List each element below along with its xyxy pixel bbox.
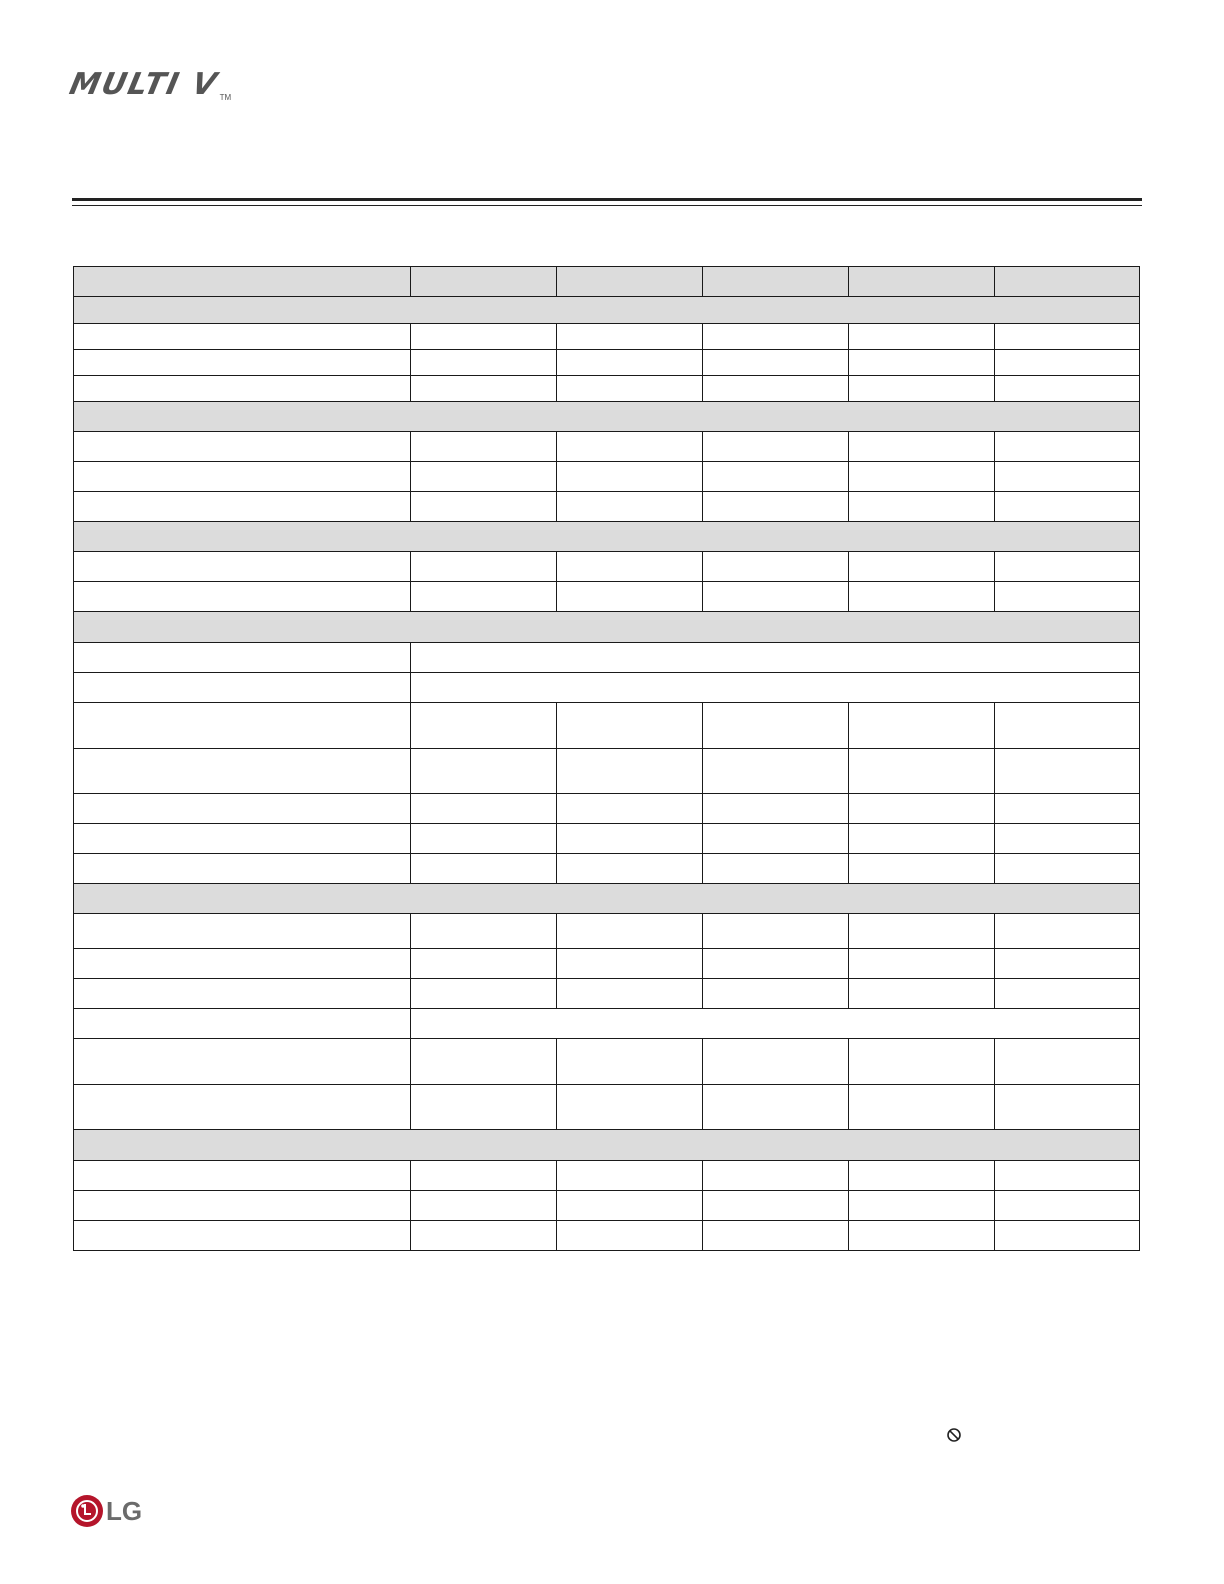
table-row-merged — [74, 1009, 1140, 1039]
table-row — [74, 492, 1140, 522]
header-rule-thin — [72, 205, 1142, 206]
section-row — [74, 522, 1140, 552]
spec-table — [73, 266, 1140, 1251]
table-row — [74, 979, 1140, 1009]
table-row — [74, 582, 1140, 612]
table-row — [74, 1085, 1140, 1130]
table-row — [74, 854, 1140, 884]
section-row — [74, 297, 1140, 324]
table-row-merged — [74, 673, 1140, 703]
header-cell — [703, 267, 849, 297]
header-row — [74, 267, 1140, 297]
table-row — [74, 1039, 1140, 1085]
multi-v-logo — [66, 67, 322, 108]
table-row — [74, 1161, 1140, 1191]
table-row — [74, 794, 1140, 824]
table-row — [74, 1221, 1140, 1251]
header-cell — [849, 267, 995, 297]
table-row — [74, 432, 1140, 462]
logo-trademark: TM — [219, 93, 232, 102]
lg-brand-icon — [70, 1494, 104, 1528]
table-row — [74, 324, 1140, 350]
table-row — [74, 749, 1140, 794]
table-row — [74, 1191, 1140, 1221]
section-row — [74, 612, 1140, 643]
table-row — [74, 462, 1140, 492]
table-row — [74, 703, 1140, 749]
table-row-merged — [74, 643, 1140, 673]
table-row — [74, 552, 1140, 582]
header-cell — [557, 267, 703, 297]
section-row — [74, 884, 1140, 914]
table-row — [74, 949, 1140, 979]
table-row — [74, 350, 1140, 376]
header-cell — [74, 267, 411, 297]
table-row — [74, 914, 1140, 949]
lg-wordmark: LG — [106, 1496, 143, 1526]
header-rule-thick — [72, 198, 1142, 201]
logo-wordmark: MULTI V — [66, 67, 222, 102]
table-row — [74, 376, 1140, 402]
no-entry-icon — [946, 1427, 962, 1443]
table-row — [74, 824, 1140, 854]
header-cell — [411, 267, 557, 297]
section-row — [74, 1130, 1140, 1161]
header-cell — [995, 267, 1140, 297]
section-row — [74, 402, 1140, 432]
